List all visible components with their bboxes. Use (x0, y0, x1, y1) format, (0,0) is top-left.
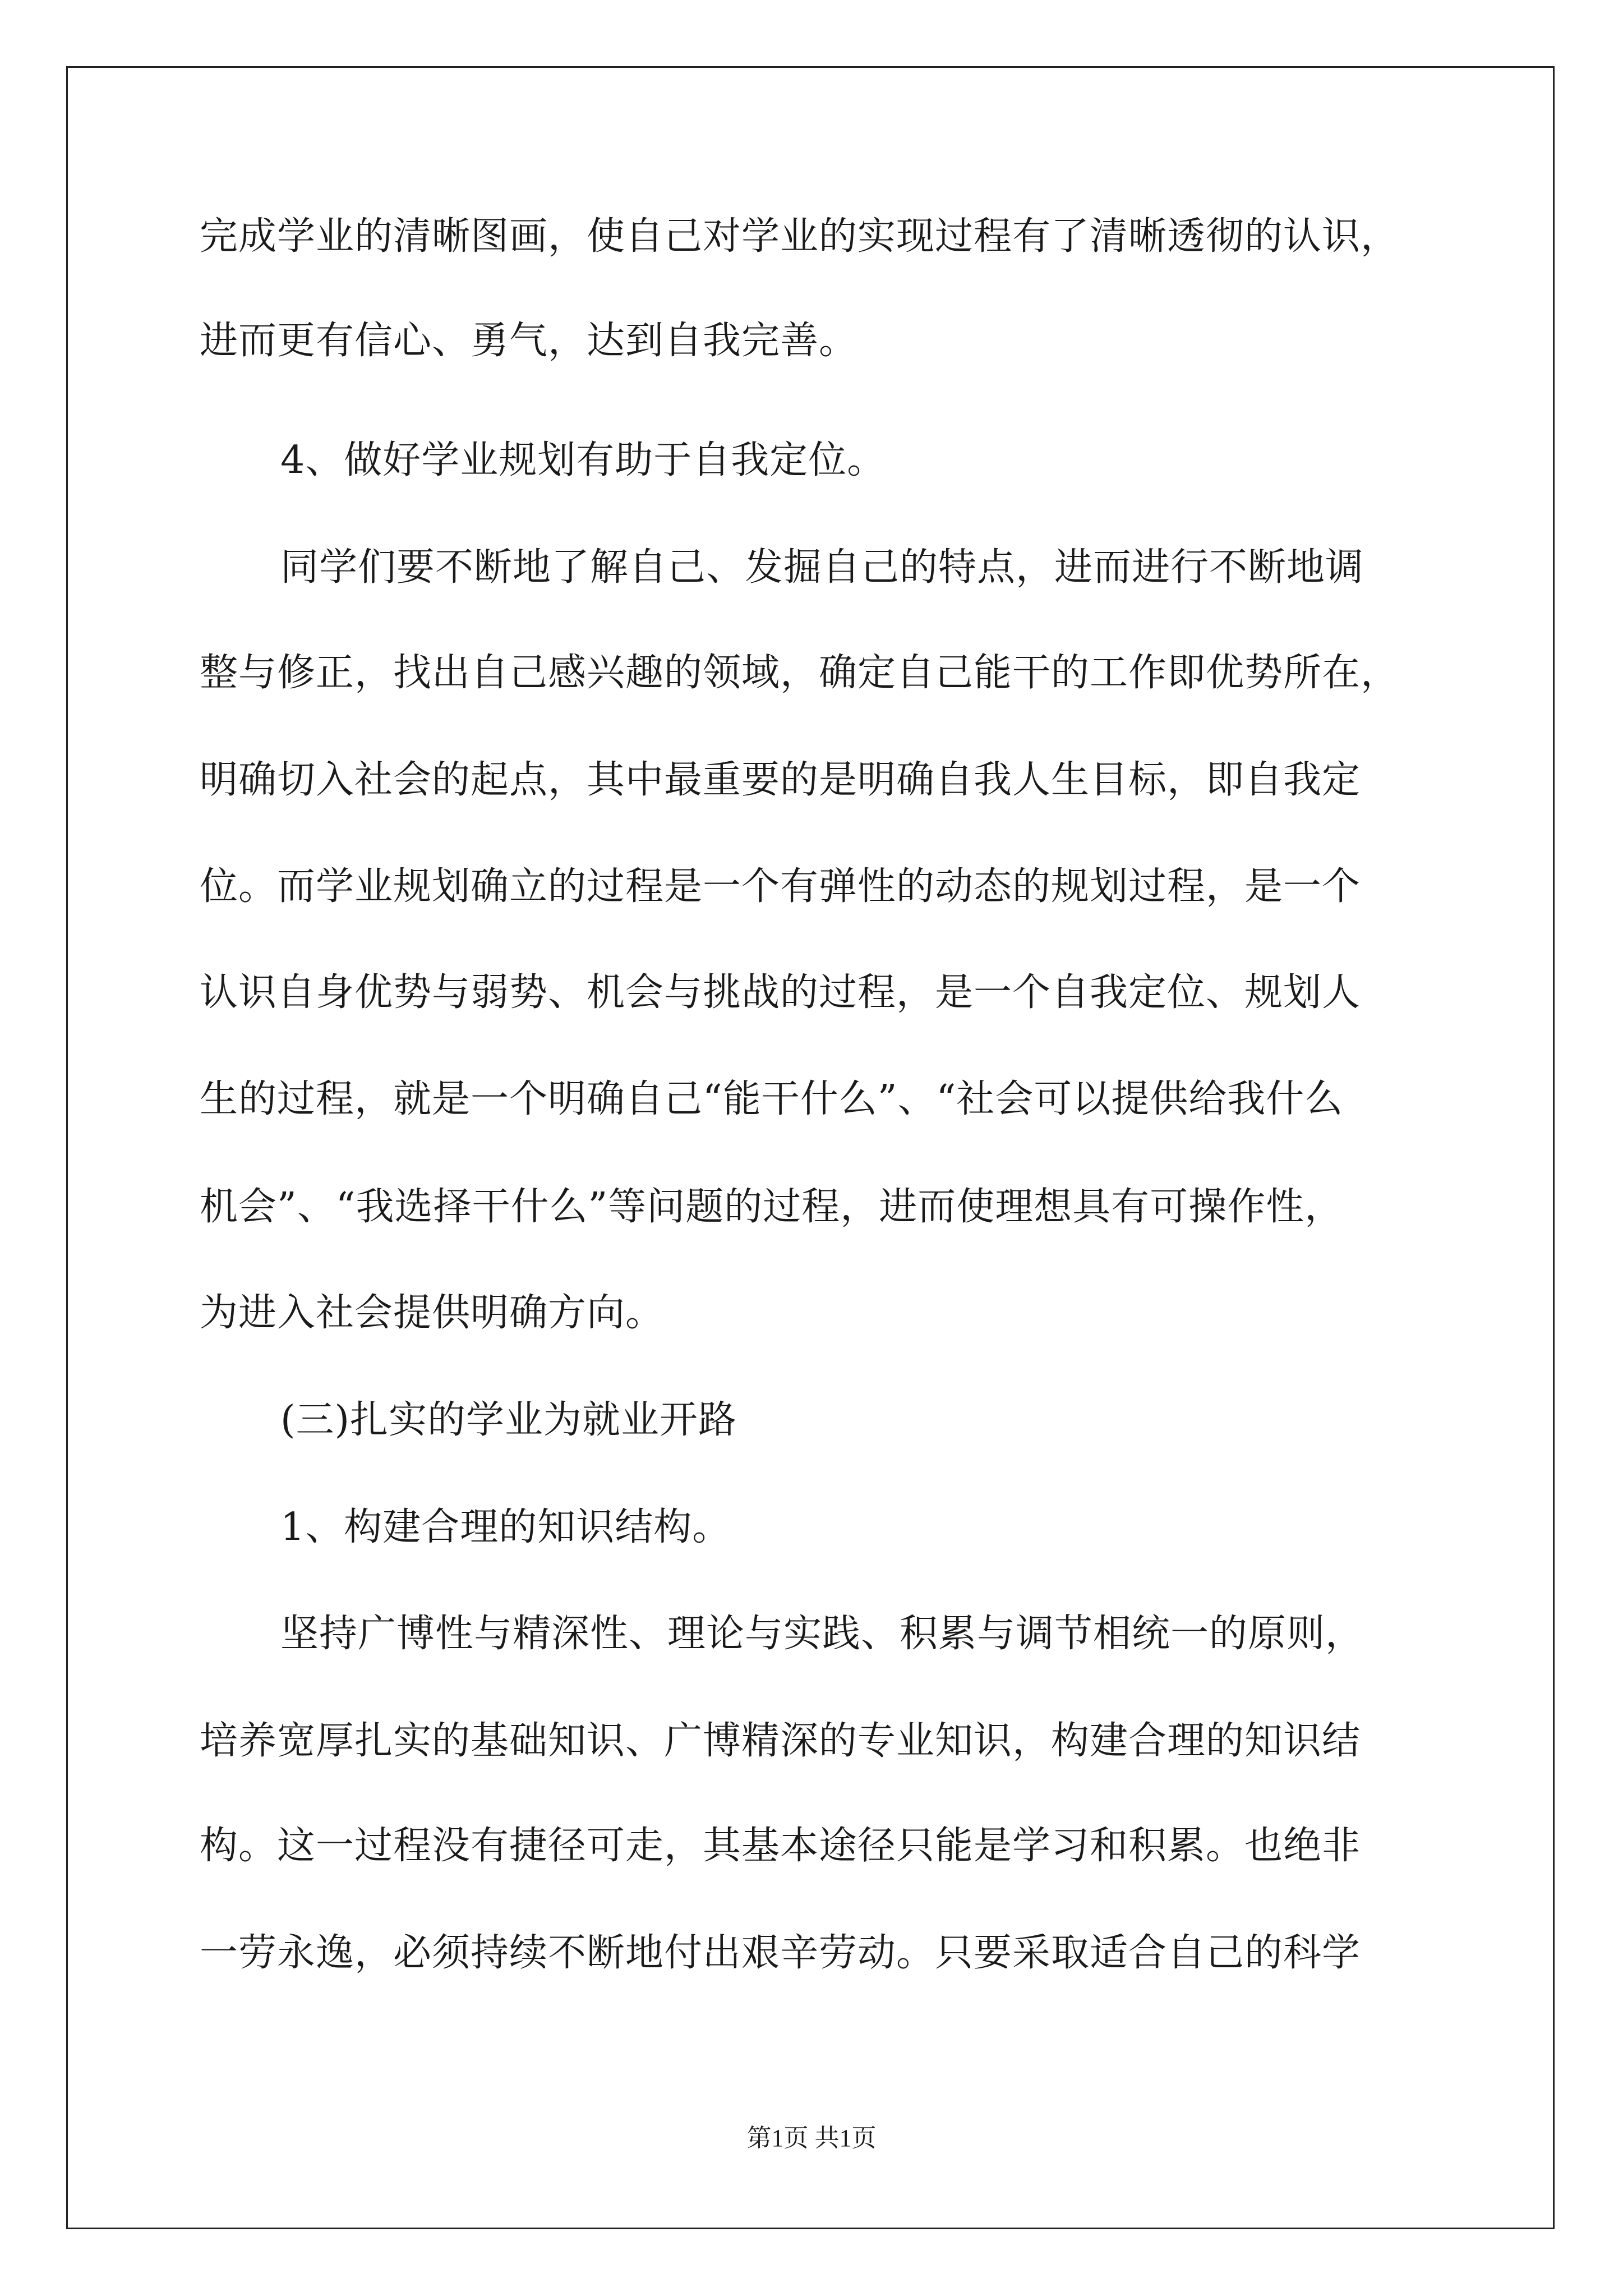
paragraph-line: 完成学业的清晰图画，使自己对学业的实现过程有了清晰透彻的认识， (200, 214, 1400, 259)
paragraph-line: 位。而学业规划确立的过程是一个有弹性的动态的规划过程，是一个 (200, 864, 1361, 909)
paragraph-line: 机会”、“我选择干什么”等问题的过程，进而使理想具有可操作性， (200, 1185, 1344, 1229)
page-border (66, 66, 1555, 2229)
paragraph-line: 进而更有信心、勇气，达到自我完善。 (200, 319, 858, 363)
page-footer: 第1页 共1页 (746, 2124, 877, 2152)
paragraph-line: 生的过程，就是一个明确自己“能干什么”、“社会可以提供给我什么 (200, 1077, 1344, 1121)
paragraph-line: 4、做好学业规划有助于自我定位。 (280, 438, 886, 482)
paragraph-line: 认识自身优势与弱势、机会与挑战的过程，是一个自我定位、规划人 (200, 970, 1361, 1015)
paragraph-line: 一劳永逸，必须持续不断地付出艰辛劳动。只要采取适合自己的科学 (200, 1931, 1361, 1975)
paragraph-line: 明确切入社会的起点，其中最重要的是明确自我人生目标，即自我定 (200, 758, 1361, 802)
paragraph-line: 构。这一过程没有捷径可走，其基本途径只能是学习和积累。也绝非 (200, 1824, 1361, 1868)
subsection-heading: 1、构建合理的知识结构。 (280, 1505, 731, 1549)
paragraph-line: 为进入社会提供明确方向。 (200, 1291, 665, 1335)
paragraph-line: 培养宽厚扎实的基础知识、广博精深的专业知识，构建合理的知识结 (200, 1719, 1361, 1763)
section-heading: (三)扎实的学业为就业开路 (280, 1398, 737, 1442)
paragraph-line: 同学们要不断地了解自己、发掘自己的特点，进而进行不断地调 (280, 545, 1364, 590)
paragraph-line: 坚持广博性与精深性、理论与实践、积累与调节相统一的原则， (280, 1612, 1364, 1656)
paragraph-line: 整与修正，找出自己感兴趣的领域，确定自己能干的工作即优势所在， (200, 651, 1400, 695)
